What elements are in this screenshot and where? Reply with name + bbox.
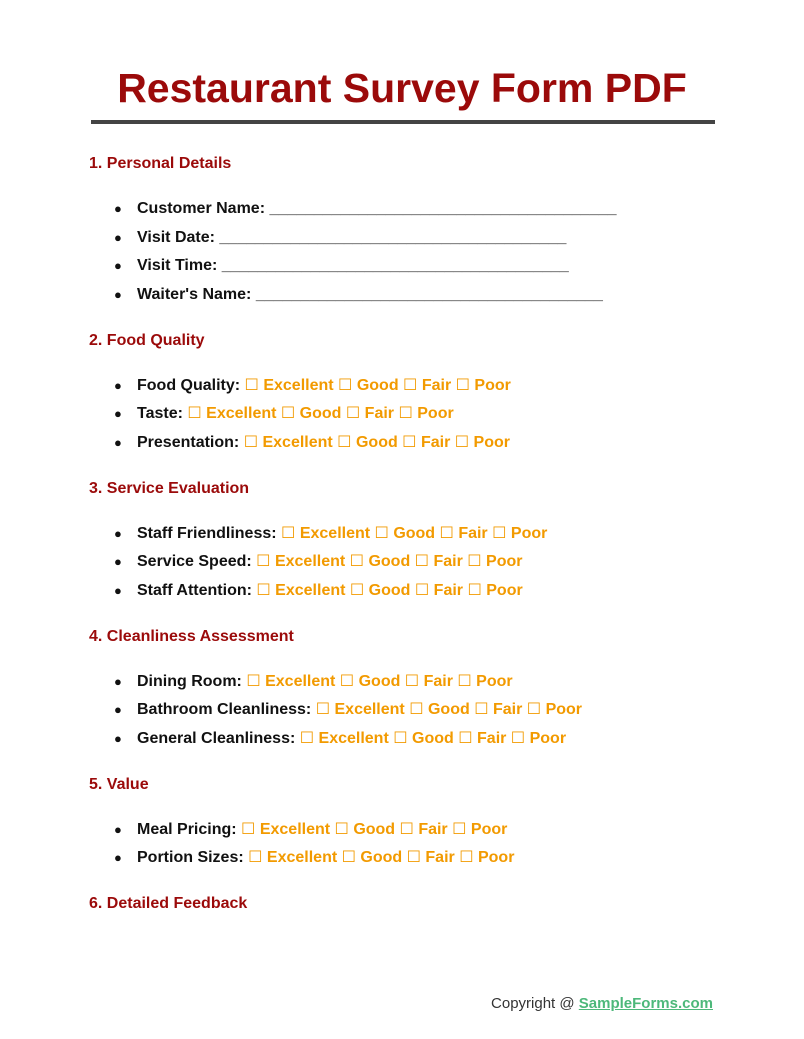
item-label: Staff Friendliness: [137,524,282,542]
list-item-meal-pricing [89,819,729,841]
list-item-taste [89,403,729,425]
item-label: Visit Date: [137,228,220,246]
item-label: Waiter's Name: [137,285,256,303]
item-label: Taste: [137,405,188,422]
rating-options[interactable]: ☐ Excellent ☐ Good ☐ Fair ☐ Poor [187,405,454,422]
section-food-quality [89,330,729,454]
bullet-icon: ● [114,702,122,717]
section-heading: 1. Personal Details [89,155,232,172]
bullet-icon: ● [114,582,122,598]
list-item-customer-name [89,198,729,220]
survey-form [89,153,729,915]
list-item-dining-room [89,671,729,693]
bullet-icon: ● [114,554,122,569]
bullet-icon: ● [114,286,122,302]
item-label: Meal Pricing: [137,820,242,838]
bullet-icon: ● [114,201,122,216]
item-label: Visit Time: [137,257,222,274]
item-label: General Cleanliness: [137,729,300,747]
list-item-waiter-name [89,284,729,306]
visit-time-field[interactable]: _______________________________________ [221,257,569,274]
rating-options[interactable]: ☐ Excellent ☐ Good ☐ Fair ☐ Poor [256,581,523,599]
bullet-icon: ● [114,258,122,273]
rating-options[interactable]: ☐ Excellent ☐ Good ☐ Fair ☐ Poor [315,701,583,718]
rating-options[interactable]: ☐ Excellent ☐ Good ☐ Fair ☐ Poor [243,433,510,451]
bullet-icon: ● [114,673,122,689]
item-label: Portion Sizes: [137,849,249,866]
brand-link[interactable]: SampleForms.com [578,995,713,1012]
rating-options[interactable]: ☐ Excellent ☐ Good ☐ Fair ☐ Poor [248,849,515,866]
rating-options[interactable]: ☐ Excellent ☐ Good ☐ Fair ☐ Poor [256,553,523,570]
bullet-icon: ● [114,434,122,450]
list-item-staff-attention [89,580,729,602]
bullet-icon: ● [114,229,122,245]
list-item-portion-sizes [89,847,729,869]
section-service-evaluation [89,478,729,602]
section-heading: 5. Value [89,775,149,793]
item-list [89,819,729,870]
bullet-icon: ● [114,821,122,837]
section-value [89,774,729,870]
bullet-icon: ● [114,406,122,421]
item-label: Service Speed: [137,553,257,570]
bullet-icon: ● [114,377,122,393]
section-heading: 4. Cleanliness Assessment [89,627,294,645]
list-item-bathroom-cleanliness [89,699,729,721]
section-cleanliness-assessment [89,626,729,750]
item-list [89,198,729,306]
bullet-icon: ● [114,730,122,746]
list-item-presentation [89,432,729,454]
list-item-staff-friendliness [89,523,729,545]
item-list [89,671,729,750]
page-title: Restaurant Survey Form PDF [117,65,687,111]
list-item-service-speed [89,551,729,573]
item-label: Presentation: [137,433,244,451]
rating-options[interactable]: ☐ Excellent ☐ Good ☐ Fair ☐ Poor [246,672,513,690]
rating-options[interactable]: ☐ Excellent ☐ Good ☐ Fair ☐ Poor [241,820,508,838]
list-item-food-quality [89,375,729,397]
title-divider [91,120,715,124]
list-item-visit-time [89,255,729,277]
rating-options[interactable]: ☐ Excellent ☐ Good ☐ Fair ☐ Poor [281,524,548,542]
section-personal-details [89,153,729,306]
bullet-icon: ● [114,525,122,541]
copyright-footer [491,994,713,1014]
waiter-name-field[interactable]: _______________________________________ [255,285,603,303]
section-heading: 2. Food Quality [89,331,205,349]
item-label: Customer Name: [137,200,270,217]
rating-options[interactable]: ☐ Excellent ☐ Good ☐ Fair ☐ Poor [299,729,567,747]
item-list [89,523,729,602]
customer-name-field[interactable]: _______________________________________ [269,200,617,217]
section-heading: 6. Detailed Feedback [89,895,248,912]
item-label: Bathroom Cleanliness: [137,701,316,718]
list-item-visit-date [89,227,729,249]
rating-options[interactable]: ☐ Excellent ☐ Good ☐ Fair ☐ Poor [244,376,511,394]
section-detailed-feedback [89,893,729,915]
item-label: Dining Room: [137,672,247,690]
copyright-text: Copyright @ [491,995,579,1012]
section-heading: 3. Service Evaluation [89,479,250,497]
item-label: Food Quality: [137,376,245,394]
list-item-general-cleanliness [89,728,729,750]
visit-date-field[interactable]: _______________________________________ [219,228,567,246]
bullet-icon: ● [114,850,122,865]
item-list [89,375,729,454]
item-label: Staff Attention: [137,581,257,599]
